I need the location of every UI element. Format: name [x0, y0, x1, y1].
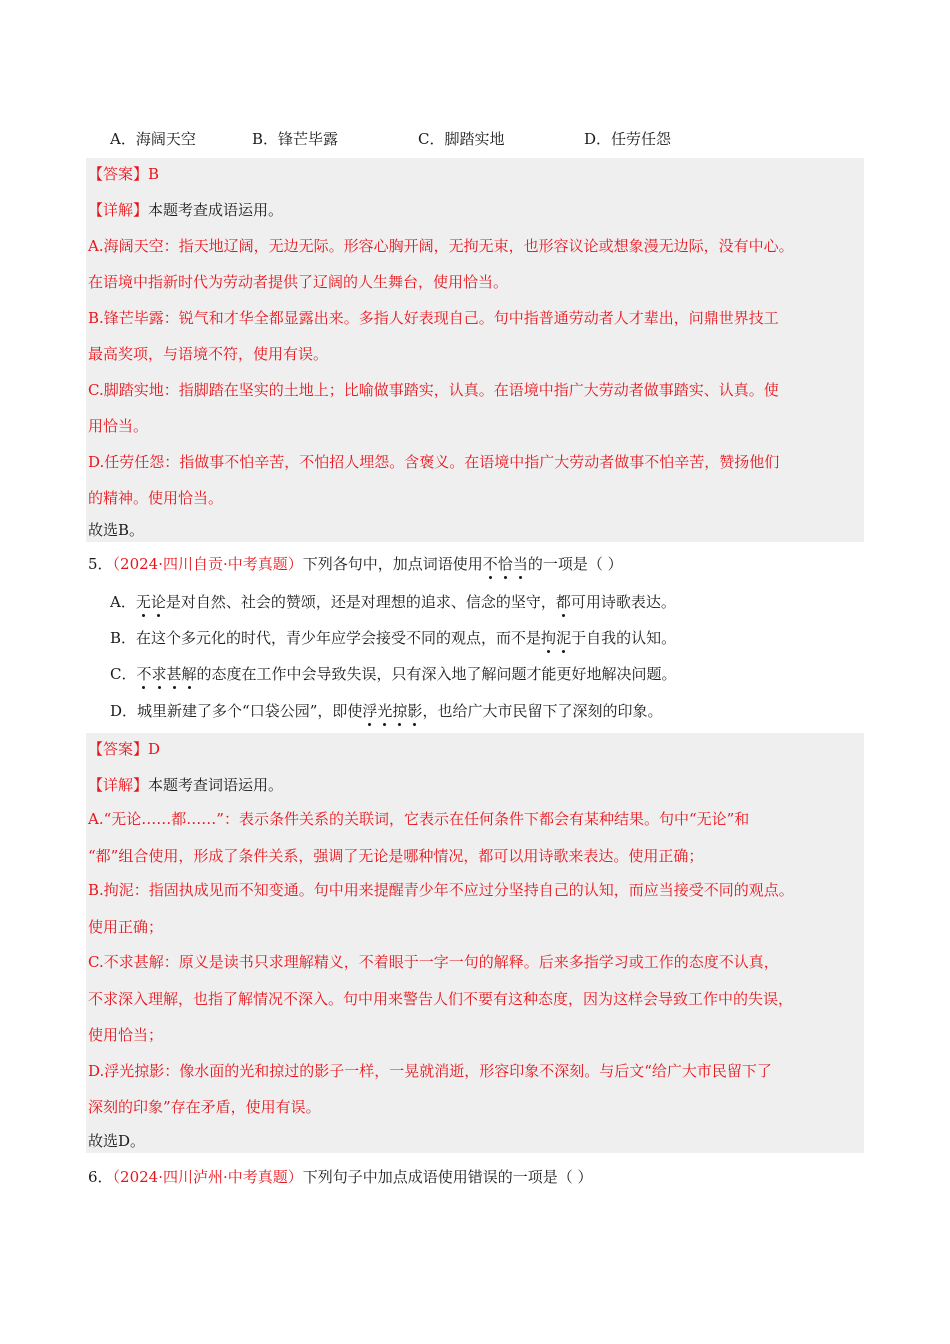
- question-5-option-b: B．在这个多元化的时代，青少年应学会接受不同的观点，而不是拘泥于自我的认知。: [110, 629, 677, 647]
- explain-a-2: 在语境中指新时代为劳动者提供了辽阔的人生舞台，使用恰当。: [88, 273, 509, 291]
- explain-b-1: B.拘泥：指固执成见而不知变通。句中用来提醒青少年不应过分坚持自己的认知，而应当接受不同的观点。: [88, 881, 794, 899]
- emphasis-dot-char: 影: [407, 702, 423, 720]
- dotted-word: [136, 593, 166, 611]
- detail-line: 【详解】本题考查成语运用。: [88, 201, 284, 219]
- emphasis-dot-char: 解: [181, 665, 197, 683]
- explain-a-2: “都”组合使用，形成了条件关系，强调了无论是哪种情况，都可以用诗歌来表达。使用正确；: [88, 847, 704, 865]
- emphasis-dot-char: 不: [136, 665, 152, 683]
- dotted-word: [362, 702, 422, 720]
- option-d: D．任劳任怨: [584, 130, 672, 148]
- emphasis-dot-char: 浮: [362, 702, 378, 720]
- question-5-option-c: C．不求甚解的态度在工作中会导致失误，只有深入地了解问题才能更好地解决问题。: [110, 665, 677, 683]
- emphasis-dot-char: 当: [512, 555, 528, 573]
- option-a: A．海阔天空: [110, 130, 196, 148]
- question-source: （2024·四川泸州·中考真题）: [112, 1168, 303, 1186]
- question-5-option-d: D．城里新建了多个“口袋公园”，即使浮光掠影，也给广大市民留下了深刻的印象。: [110, 702, 663, 720]
- answer-label: 【答案】D: [88, 740, 161, 758]
- dotted-word: [483, 555, 528, 573]
- option-c: C．脚踏实地: [418, 130, 505, 148]
- conclusion: 故选D。: [88, 1132, 146, 1150]
- dotted-word: [136, 665, 196, 683]
- emphasis-dot-char: 恰: [497, 555, 513, 573]
- detail-line: 【详解】本题考查词语运用。: [88, 776, 284, 794]
- emphasis-dot-char: 拘: [541, 629, 557, 647]
- answer-box-2: [86, 733, 864, 1153]
- explain-c-1: C.不求甚解：原义是读书只求理解精义，不着眼于一字一句的解释。后来多指学习或工作的态度不认真，: [88, 953, 779, 971]
- answer-label: 【答案】B: [88, 165, 160, 183]
- option-b: B．锋芒毕露: [252, 130, 339, 148]
- explain-a-1: A.海阔天空：指天地辽阔，无边无际。形容心胸开阔，无拘无束，也形容议论或想象漫无边际，没有中心。: [88, 237, 794, 255]
- dotted-word: [541, 629, 571, 647]
- emphasis-dot-char: 不: [482, 555, 498, 573]
- question-source: （2024·四川自贡·中考真题）: [112, 555, 303, 573]
- prev-question-options: [110, 124, 870, 152]
- question-6-stem: 6．（2024·四川泸州·中考真题）下列句子中加点成语使用错误的一项是（ ）: [88, 1168, 593, 1186]
- emphasis-dot-char: 泥: [556, 629, 572, 647]
- question-5-option-a: A．无论是对自然、社会的赞颂，还是对理想的追求、信念的坚守，都可用诗歌表达。: [110, 593, 676, 611]
- explain-b-2: 使用正确；: [88, 918, 164, 936]
- emphasis-dot-char: 掠: [392, 702, 408, 720]
- question-5-stem: 5．（2024·四川自贡·中考真题）下列各句中，加点词语使用不恰当的一项是（ ）: [88, 555, 623, 573]
- explain-a-1: A.“无论……都……”：表示条件关系的关联词，它表示在任何条件下都会有某种结果。句中“无论”和: [88, 810, 750, 828]
- explain-c-2: 用恰当。: [88, 417, 149, 435]
- answer-box-1: [86, 158, 864, 542]
- explain-b-1: B.锋芒毕露：锐气和才华全都显露出来。多指人好表现自己。句中指普通劳动者人才辈出，问鼎世界技工: [88, 309, 779, 327]
- emphasis-dot-char: 无: [135, 593, 151, 611]
- explain-d-1: D.任劳任怨：指做事不怕辛苦，不怕招人埋怨。含褒义。在语境中指广大劳动者做事不怕辛苦，赞扬他们: [88, 453, 780, 471]
- explain-d-2: 的精神。使用恰当。: [88, 489, 224, 507]
- explain-d-2: 深刻的印象”存在矛盾，使用有误。: [88, 1098, 321, 1116]
- explain-d-1: D.浮光掠影：像水面的光和掠过的影子一样，一晃就消逝，形容印象不深刻。与后文“给广大市民留下了: [88, 1062, 772, 1080]
- emphasis-dot-char: 甚: [166, 665, 182, 683]
- explain-c-1: C.脚踏实地：指脚踏在坚实的土地上；比喻做事踏实，认真。在语境中指广大劳动者做事踏实、认真。使: [88, 381, 779, 399]
- emphasis-dot-char: 都: [555, 593, 571, 611]
- dotted-word: [556, 593, 571, 611]
- explain-b-2: 最高奖项，与语境不符，使用有误。: [88, 345, 329, 363]
- emphasis-dot-char: 求: [151, 665, 167, 683]
- explain-c-2: 不求深入理解，也指了解情况不深入。句中用来警告人们不要有这种态度，因为这样会导致工作中的失误，: [88, 990, 794, 1008]
- conclusion: 故选B。: [88, 521, 145, 539]
- emphasis-dot-char: 论: [150, 593, 166, 611]
- emphasis-dot-char: 光: [377, 702, 393, 720]
- explain-c-3: 使用恰当；: [88, 1026, 164, 1044]
